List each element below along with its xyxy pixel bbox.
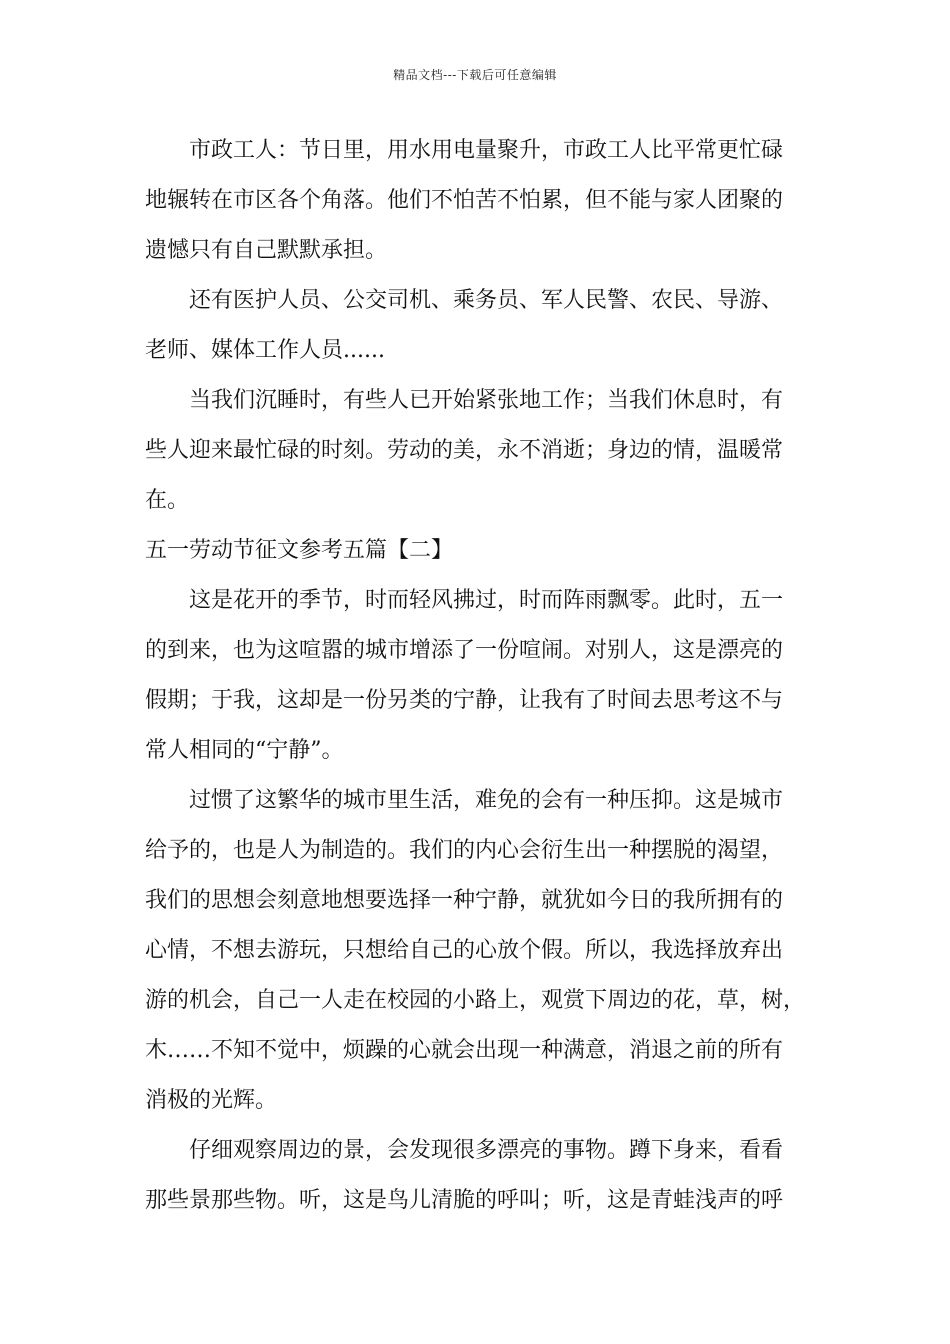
paragraph-observe-scenery xyxy=(145,1126,810,1226)
text-line: 的到来，也为这喧嚣的城市增添了一份喧闹。对别人，这是漂亮的 xyxy=(145,638,784,663)
text-line: 常人相同的“宁静”。 xyxy=(145,738,344,763)
text-line: 遗憾只有自己默默承担。 xyxy=(145,238,388,263)
text-line: 市政工人：节日里，用水用电量聚升，市政工人比平常更忙碌 xyxy=(189,138,784,163)
text-line: 当我们沉睡时，有些人已开始紧张地工作；当我们休息时，有 xyxy=(189,388,784,413)
paragraph-municipal-workers xyxy=(145,126,810,276)
text-line: 给予的，也是人为制造的。我们的内心会衍生出一种摆脱的渴望， xyxy=(145,838,784,863)
text-line: 些人迎来最忙碌的时刻。劳动的美，永不消逝；身边的情，温暖常 xyxy=(145,438,784,463)
text-line: 游的机会，自己一人走在校园的小路上，观赏下周边的花，草，树， xyxy=(145,988,806,1013)
text-line: 仔细观察周边的景，会发现很多漂亮的事物。蹲下身来，看看 xyxy=(189,1138,784,1163)
text-line: 地辗转在市区各个角落。他们不怕苦不怕累，但不能与家人团聚的 xyxy=(145,188,784,213)
text-line: 心情，不想去游玩，只想给自己的心放个假。所以，我选择放弃出 xyxy=(145,938,784,963)
text-line: 假期；于我，这却是一份另类的宁静，让我有了时间去思考这不与 xyxy=(145,688,784,713)
text-line: 这是花开的季节，时而轻风拂过，时而阵雨飘零。此时，五一 xyxy=(189,588,784,613)
text-line: 那些景那些物。听，这是鸟儿清脆的呼叫；听，这是青蛙浅声的呼 xyxy=(145,1188,784,1213)
text-line: 我们的思想会刻意地想要选择一种宁静，就犹如今日的我所拥有的 xyxy=(145,888,784,913)
text-line: 还有医护人员、公交司机、乘务员、军人民警、农民、导游、 xyxy=(189,288,784,313)
page-header: 精品文档---下载后可任意编辑 xyxy=(393,68,557,82)
document-body xyxy=(145,126,810,1226)
text-line: 过惯了这繁华的城市里生活，难免的会有一种压抑。这是城市 xyxy=(189,788,784,813)
text-line: 老师、媒体工作人员...... xyxy=(145,338,385,363)
paragraph-other-workers xyxy=(145,276,810,376)
paragraph-city-life xyxy=(145,776,810,1126)
section-heading: 五一劳动节征文参考五篇【二】 xyxy=(145,538,454,563)
paragraph-sleep-work xyxy=(145,376,810,526)
text-line: 木……不知不觉中，烦躁的心就会出现一种满意，消退之前的所有 xyxy=(145,1038,784,1063)
text-line: 在。 xyxy=(145,488,190,513)
paragraph-flower-season xyxy=(145,576,810,776)
text-line: 消极的光辉。 xyxy=(145,1088,278,1113)
